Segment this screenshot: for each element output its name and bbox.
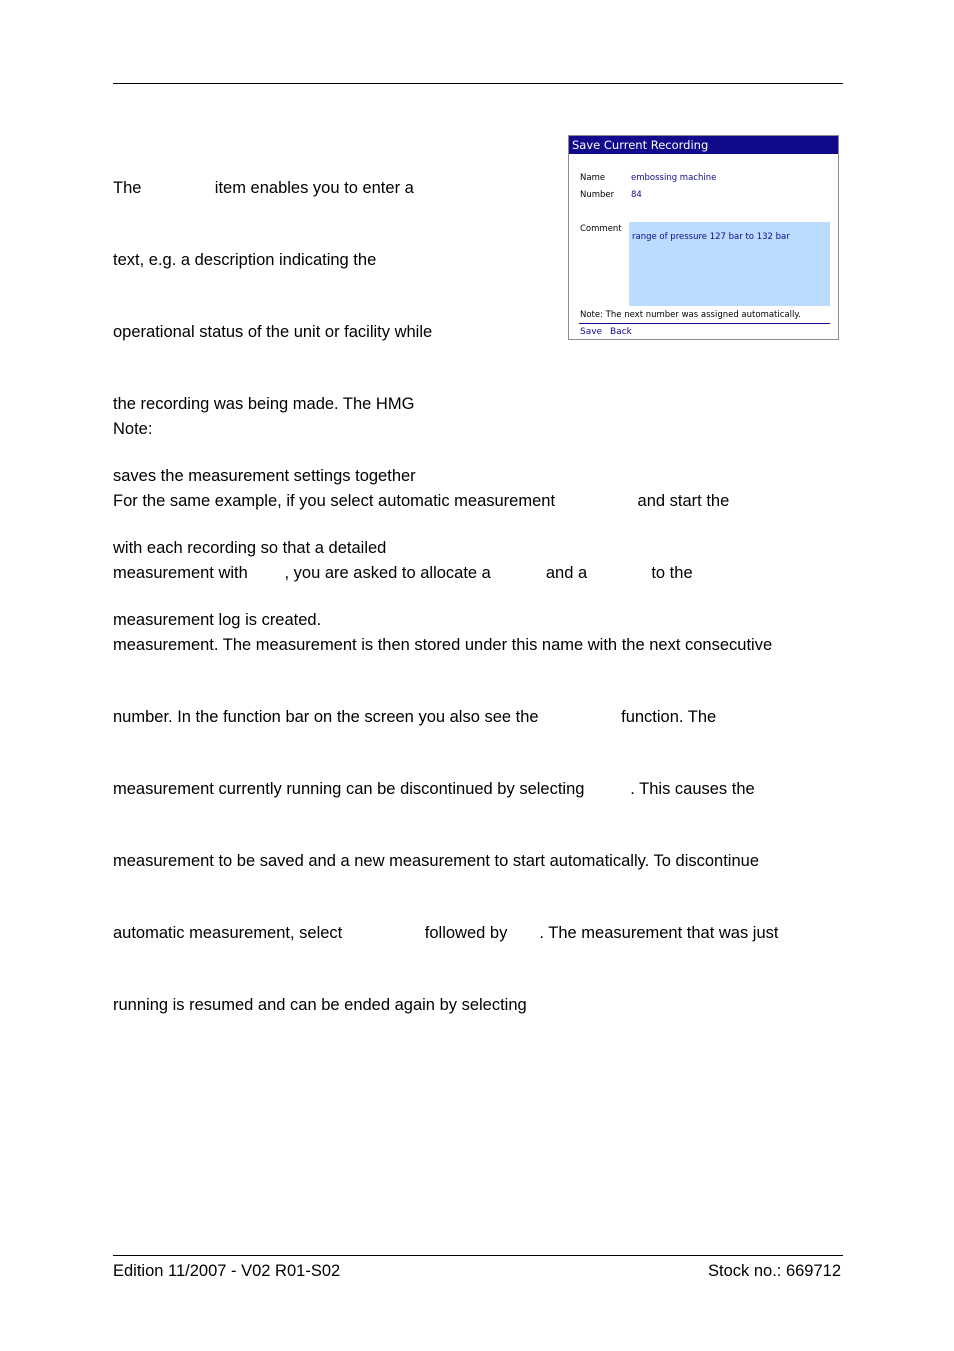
name-label: Name — [580, 173, 606, 183]
intro-line: text, e.g. a description indicating the — [113, 251, 377, 269]
name-value[interactable]: embossing machine — [631, 173, 717, 183]
note-line: measurement to be saved and a new measurement to start automatically. To discontinue — [113, 852, 759, 870]
intro-line: operational status of the unit or facility while — [113, 323, 433, 341]
note-section — [113, 369, 778, 1041]
dialog-note: Note: The next number was assigned automatically. — [580, 310, 801, 320]
note-line: measurement. The measurement is then stored under this name with the next consecutive — [113, 636, 773, 654]
intro-line: The item enables you to enter a — [113, 179, 414, 197]
back-button[interactable]: Back — [610, 327, 632, 337]
save-button[interactable]: Save — [580, 327, 603, 337]
note-line: automatic measurement, select followed by . The measurement that was just — [113, 924, 779, 942]
number-value[interactable]: 84 — [631, 190, 642, 200]
note-line: measurement currently running can be discontinued by selecting . This causes the — [113, 780, 755, 798]
note-line: For the same example, if you select automatic measurement and start the — [113, 492, 730, 510]
intro-line: the recording was being made. The HMG — [113, 395, 415, 413]
intro-line: with each recording so that a detailed — [113, 539, 387, 557]
note-line: number. In the function bar on the screen you also see the function. The — [113, 708, 717, 726]
intro-line: measurement log is created. — [113, 611, 322, 629]
comment-label: Comment — [580, 224, 622, 234]
function-bar-divider — [579, 323, 830, 324]
footer-stock-number: Stock no.: 669712 — [707, 1262, 841, 1280]
comment-field[interactable] — [629, 222, 830, 306]
footer-edition: Edition 11/2007 - V02 R01-S02 — [113, 1262, 341, 1280]
note-line: measurement with , you are asked to allocate a and a to the — [113, 564, 693, 582]
number-label: Number — [580, 190, 615, 200]
intro-line: saves the measurement settings together — [113, 467, 416, 485]
comment-value: range of pressure 127 bar to 132 bar — [632, 232, 790, 242]
footer-rule — [113, 1255, 843, 1256]
header-rule — [113, 83, 843, 84]
dialog-title: Save Current Recording — [569, 136, 838, 154]
save-recording-dialog — [568, 135, 839, 340]
note-heading: Note: — [113, 420, 153, 438]
note-line: running is resumed and can be ended again by selecting — [113, 996, 527, 1014]
